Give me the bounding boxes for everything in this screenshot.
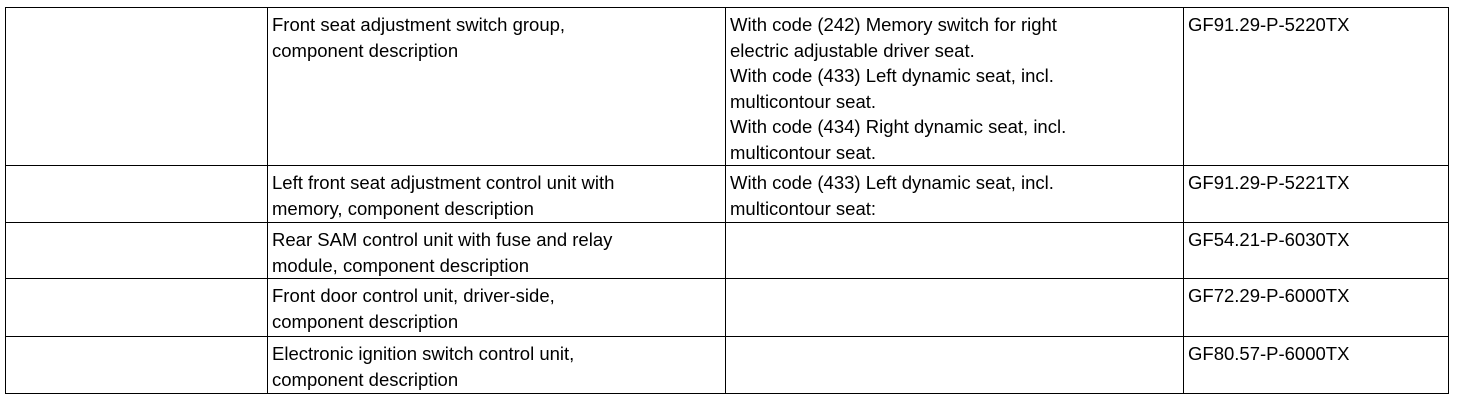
description-line: memory, component description bbox=[272, 197, 534, 219]
description-line: component description bbox=[272, 368, 459, 390]
condition-line: multicontour seat. bbox=[730, 90, 877, 112]
empty-cell bbox=[6, 279, 268, 337]
condition-cell bbox=[726, 337, 1184, 394]
document-id-cell: GF91.29-P-5220TX bbox=[1184, 8, 1449, 166]
table-row bbox=[6, 8, 1449, 166]
condition-line: multicontour seat: bbox=[730, 197, 877, 219]
condition-line: multicontour seat. bbox=[730, 141, 877, 163]
description-line: Left front seat adjustment control unit with bbox=[272, 172, 615, 193]
description-cell bbox=[268, 337, 726, 394]
description-cell bbox=[268, 223, 726, 279]
component-reference-table bbox=[5, 7, 1449, 394]
table-row bbox=[6, 223, 1449, 279]
document-id-cell: GF80.57-P-6000TX bbox=[1184, 337, 1449, 394]
description-line: Front door control unit, driver-side, bbox=[272, 285, 555, 306]
condition-cell bbox=[726, 223, 1184, 279]
document-id-cell: GF54.21-P-6030TX bbox=[1184, 223, 1449, 279]
table-row bbox=[6, 279, 1449, 337]
document-id-cell: GF72.29-P-6000TX bbox=[1184, 279, 1449, 337]
description-cell bbox=[268, 8, 726, 166]
condition-line: With code (434) Right dynamic seat, incl. bbox=[730, 116, 1067, 137]
table-row bbox=[6, 337, 1449, 394]
description-cell bbox=[268, 279, 726, 337]
condition-cell bbox=[726, 279, 1184, 337]
description-line: component description bbox=[272, 39, 459, 61]
table-row bbox=[6, 166, 1449, 223]
condition-line: With code (433) Left dynamic seat, incl. bbox=[730, 172, 1054, 193]
condition-cell bbox=[726, 166, 1184, 223]
description-line: component description bbox=[272, 310, 459, 332]
empty-cell bbox=[6, 8, 268, 166]
description-cell bbox=[268, 166, 726, 223]
description-line: Front seat adjustment switch group, bbox=[272, 14, 566, 35]
description-line: Rear SAM control unit with fuse and relay bbox=[272, 229, 613, 250]
empty-cell bbox=[6, 223, 268, 279]
description-line: Electronic ignition switch control unit, bbox=[272, 343, 575, 364]
condition-line: With code (242) Memory switch for right bbox=[730, 14, 1057, 35]
condition-line: With code (433) Left dynamic seat, incl. bbox=[730, 65, 1054, 86]
empty-cell bbox=[6, 337, 268, 394]
document-id-cell: GF91.29-P-5221TX bbox=[1184, 166, 1449, 223]
description-line: module, component description bbox=[272, 254, 530, 276]
condition-cell bbox=[726, 8, 1184, 166]
condition-line: electric adjustable driver seat. bbox=[730, 39, 975, 61]
empty-cell bbox=[6, 166, 268, 223]
